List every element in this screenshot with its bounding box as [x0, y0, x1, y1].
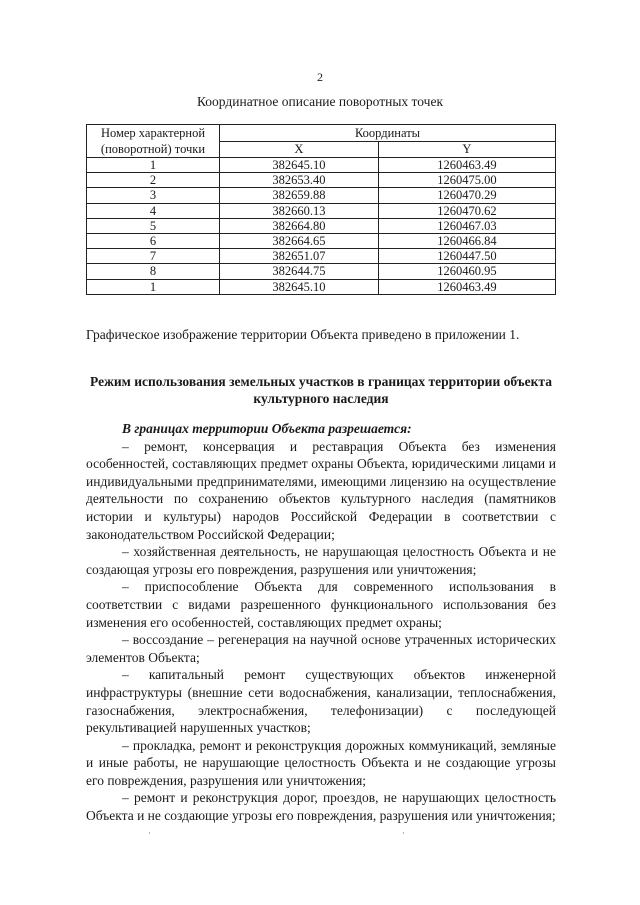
- table-cell-x: 382660.13: [220, 203, 379, 218]
- table-row: [87, 279, 556, 294]
- table-row: [87, 264, 556, 279]
- table-cell-y: 1260466.84: [378, 233, 555, 248]
- paragraph: – капитальный ремонт существующих объектов инженерной инфраструктуры (внешние сети водоснабжения, канализации, теплоснабжения, газоснабжения, электроснабжения, телефонизации) с последующей рекультивацией нарушенных участков;: [86, 667, 556, 736]
- table-cell-x: 382644.75: [220, 264, 379, 279]
- coordinates-rows: [87, 158, 556, 295]
- table-cell-y: 1260470.29: [378, 188, 555, 203]
- table-cell-x: 382664.65: [220, 233, 379, 248]
- table-cell-n: 1: [87, 279, 220, 294]
- table-cell-y: 1260467.03: [378, 218, 555, 233]
- table-cell-n: 7: [87, 249, 220, 264]
- table-cell-n: 3: [87, 188, 220, 203]
- coordinates-table: [86, 124, 556, 295]
- section-title: Режим использования земельных участков в границах территории объекта культурного наследия: [90, 374, 552, 406]
- body-text: [86, 420, 556, 825]
- table-cell-n: 4: [87, 203, 220, 218]
- scan-speck: ·: [402, 828, 405, 838]
- table-cell-n: 8: [87, 264, 220, 279]
- table-cell-y: 1260463.49: [378, 279, 555, 294]
- table-cell-x: 382659.88: [220, 188, 379, 203]
- table-cell-x: 382664.80: [220, 218, 379, 233]
- table-row: [87, 173, 556, 188]
- table-row: [87, 218, 556, 233]
- table-cell-x: 382645.10: [220, 158, 379, 173]
- table-row: [87, 203, 556, 218]
- paragraph: – приспособление Объекта для современного использования в соответствии с видами разрешенного функционального использования без изменения его особенностей, составляющих предмет охраны;: [86, 579, 556, 630]
- table-cell-y: 1260447.50: [378, 249, 555, 264]
- graphic-note: Графическое изображение территории Объекта приведено в приложении 1.: [86, 327, 520, 342]
- table-cell-n: 5: [87, 218, 220, 233]
- table-cell-x: 382653.40: [220, 173, 379, 188]
- paragraph: – ремонт, консервация и реставрация Объекта без изменения особенностей, составляющих предмет охраны Объекта, юридическими лицами и индивидуальными предпринимателями, имеющими лицензию на осуществление деятельности по сохранению объектов культурного наследия (памятников истории и культуры) народов Российской Федерации в соответствии с законодательством Российской Федерации;: [86, 438, 556, 542]
- table-row: [87, 188, 556, 203]
- header-point-number: Номер характерной (поворотной) точки: [87, 125, 220, 158]
- scan-speck: ·: [148, 828, 151, 838]
- subheading: В границах территории Объекта разрешается:: [122, 421, 412, 436]
- table-cell-y: 1260460.95: [378, 264, 555, 279]
- page-number: 2: [317, 70, 323, 84]
- table-cell-x: 382645.10: [220, 279, 379, 294]
- table-title: Координатное описание поворотных точек: [196, 94, 444, 109]
- header-y: Y: [378, 141, 555, 158]
- paragraph: – хозяйственная деятельность, не нарушающая целостность Объекта и не создающая угрозы его повреждения, разрушения или уничтожения;: [86, 544, 556, 577]
- paragraph: – воссоздание – регенерация на научной основе утраченных исторических элементов Объекта;: [86, 632, 556, 665]
- table-row: [87, 233, 556, 248]
- table-cell-y: 1260475.00: [378, 173, 555, 188]
- table-row: [87, 158, 556, 173]
- table-row: [87, 249, 556, 264]
- table-cell-x: 382651.07: [220, 249, 379, 264]
- header-x: X: [220, 141, 379, 158]
- table-cell-y: 1260470.62: [378, 203, 555, 218]
- paragraph: – ремонт и реконструкция дорог, проездов, не нарушающих целостность Объекта и не создающие угрозы его повреждения, разрушения или уничтожения;: [86, 790, 556, 824]
- table-cell-n: 2: [87, 173, 220, 188]
- table-cell-n: 1: [87, 158, 220, 173]
- paragraph: – прокладка, ремонт и реконструкция дорожных коммуникаций, земляные и иные работы, не нарушающие целостность Объекта и не создающие угрозы его повреждения, разрушения или уничтожения;: [86, 737, 556, 788]
- table-cell-y: 1260463.49: [378, 158, 555, 173]
- header-coordinates: Координаты: [220, 125, 556, 142]
- table-cell-n: 6: [87, 233, 220, 248]
